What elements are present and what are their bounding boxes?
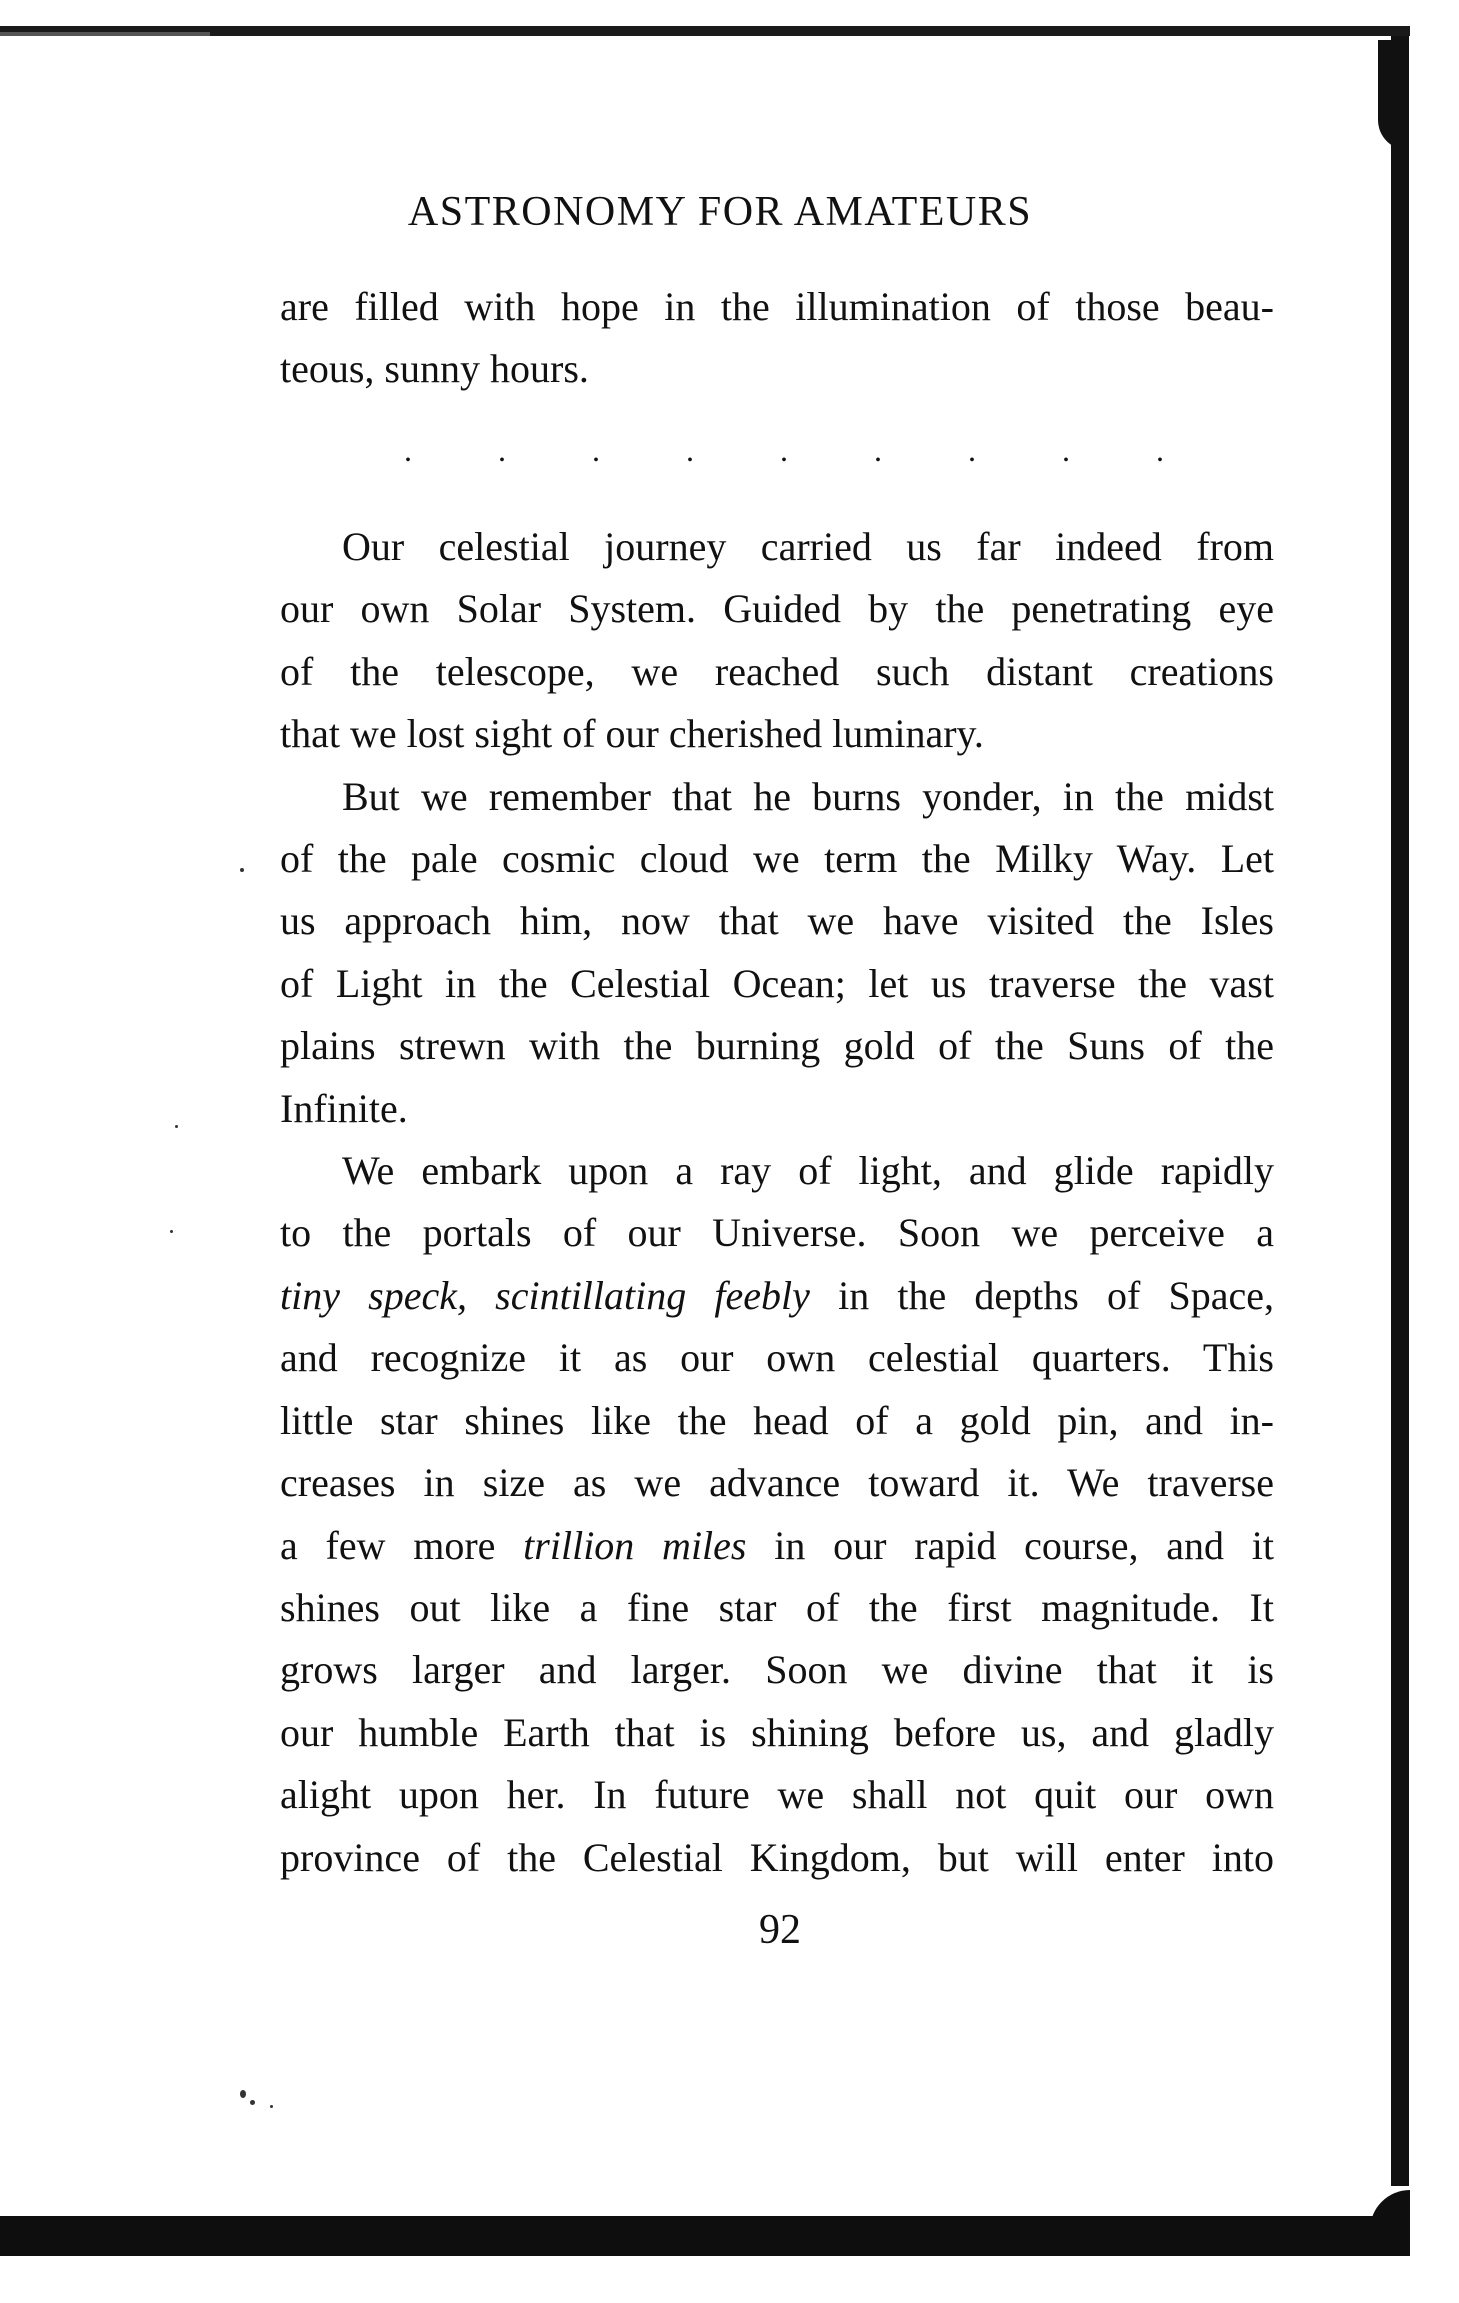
- scan-edge-bottom-tail: [1370, 2190, 1410, 2256]
- running-head: ASTRONOMY FOR AMATEURS: [407, 189, 1033, 235]
- text-line: are filled with hope in the illumination of those beau-: [280, 284, 1274, 329]
- text-line: of the telescope, we reached such distant creations: [280, 648, 1274, 694]
- separator-dot: .: [780, 432, 788, 468]
- scan-speck: [240, 2090, 246, 2098]
- scan-speck: [270, 2105, 273, 2108]
- italic-phrase: tiny speck, scintillating feebly: [280, 1272, 810, 1318]
- text-line: our own Solar System. Guided by the penetrating eye: [280, 586, 1274, 632]
- text-line: grows larger and larger. Soon we divine that it is: [280, 1647, 1274, 1693]
- text-run: in the depths of Space,: [809, 1272, 1274, 1318]
- separator-dot: .: [404, 432, 412, 468]
- paragraph-celestial-journey: [280, 516, 1274, 766]
- text-line: But we remember that he burns yonder, in the midst: [342, 773, 1274, 819]
- paragraph-milky-way: [280, 766, 1274, 1140]
- text-line: Infinite.: [280, 1085, 408, 1131]
- text-line: of Light in the Celestial Ocean; let us traverse the vast: [280, 960, 1274, 1006]
- text-line: us approach him, now that we have visited the Isles: [280, 898, 1274, 944]
- separator-dot: .: [968, 432, 976, 468]
- text-line: that we lost sight of our cherished luminary.: [280, 711, 984, 757]
- text-line: province of the Celestial Kingdom, but will enter into: [280, 1834, 1274, 1880]
- text-line: plains strewn with the burning gold of the Suns of the: [280, 1023, 1274, 1069]
- separator-dot: .: [686, 432, 694, 468]
- scan-edge-right: [1391, 36, 1409, 2186]
- text-line: teous, sunny hours.: [280, 346, 589, 392]
- text-line-mixed: [280, 1265, 1274, 1327]
- scan-edge-top: [0, 26, 1410, 36]
- paragraph-continuation: [280, 276, 1274, 401]
- text-line-mixed: [280, 1515, 1274, 1577]
- text-line: creases in size as we advance toward it. We traverse: [280, 1460, 1274, 1506]
- body-text-main: [280, 516, 1274, 1889]
- text-line: shines out like a fine star of the first magnitude. It: [280, 1584, 1274, 1630]
- text-run: in our rapid course, and it: [746, 1522, 1275, 1568]
- section-separator: [404, 430, 1164, 470]
- separator-dot: .: [874, 432, 882, 468]
- separator-dot: .: [592, 432, 600, 468]
- text-line: Our celestial journey carried us far indeed from: [342, 524, 1274, 569]
- scan-speck: [170, 1230, 173, 1233]
- page-number: 92: [759, 1907, 801, 1953]
- text-line: alight upon her. In future we shall not quit our own: [280, 1772, 1274, 1818]
- italic-phrase: trillion miles: [523, 1522, 747, 1568]
- paragraph-ray-of-light: [280, 1140, 1274, 1889]
- scan-speck: [175, 1125, 178, 1128]
- text-line: to the portals of our Universe. Soon we perceive a: [280, 1210, 1274, 1256]
- text-line: and recognize it as our own celestial quarters. This: [280, 1335, 1274, 1381]
- text-run: a few more: [280, 1522, 524, 1568]
- text-line: of the pale cosmic cloud we term the Milky Way. Let: [280, 836, 1274, 882]
- body-text: [280, 276, 1274, 401]
- text-line: little star shines like the head of a gold pin, and in-: [280, 1397, 1274, 1443]
- scan-speck: [240, 868, 244, 872]
- separator-dot: .: [498, 432, 506, 468]
- scan-speck: [250, 2100, 255, 2105]
- text-line: our humble Earth that is shining before us, and gladly: [280, 1709, 1274, 1755]
- scan-edge-bottom: [0, 2216, 1409, 2256]
- separator-dot: .: [1062, 432, 1070, 468]
- separator-dot: .: [1156, 432, 1164, 468]
- scan-edge-right-notch: [1378, 40, 1408, 150]
- text-line: We embark upon a ray of light, and glide rapidly: [342, 1148, 1274, 1194]
